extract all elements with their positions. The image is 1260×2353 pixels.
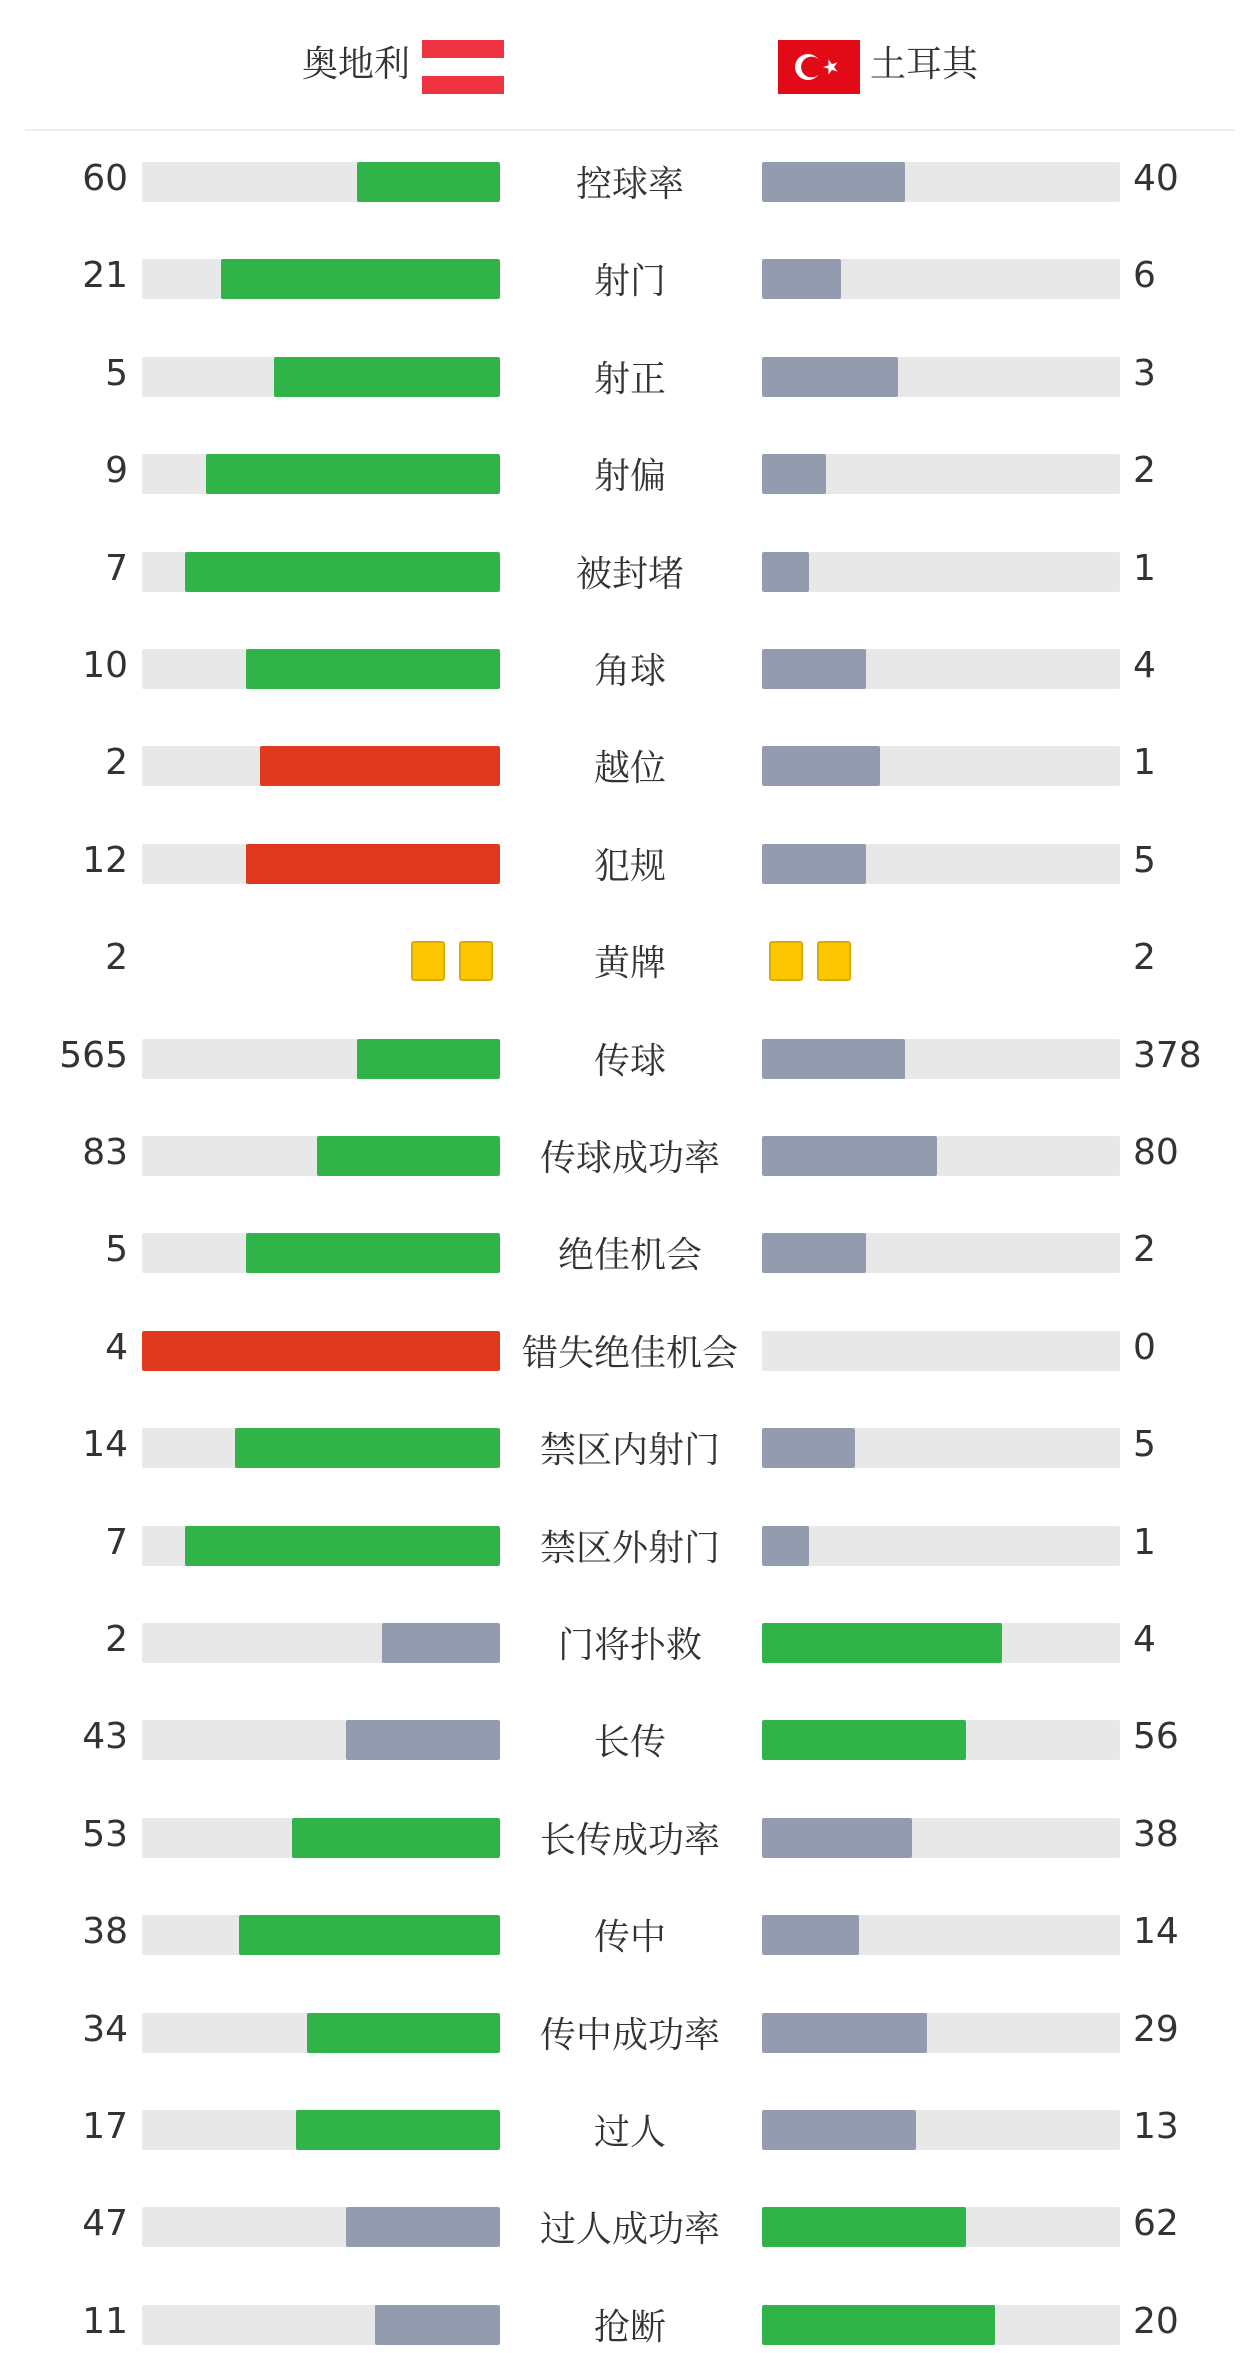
stat-label: 门将扑救 xyxy=(557,1625,702,1666)
stat-label: 射正 xyxy=(593,359,666,400)
stat-bar-left xyxy=(142,1720,500,1760)
stat-right-value: 4 xyxy=(1133,645,1156,686)
stat-bar-left xyxy=(142,844,500,884)
stat-bar-left-fill xyxy=(206,454,500,494)
stat-bar-left-fill xyxy=(346,1720,500,1760)
stat-bar-right-fill xyxy=(762,1233,866,1273)
stat-bar-left xyxy=(142,357,500,397)
stat-bar-left-fill xyxy=(375,2305,500,2345)
stat-bar-right xyxy=(762,844,1120,884)
stat-label: 过人 xyxy=(593,2112,666,2153)
stat-right-value: 2 xyxy=(1133,450,1156,491)
stat-label: 越位 xyxy=(593,748,666,789)
stat-row xyxy=(0,1903,1260,1963)
stat-left-value: 9 xyxy=(105,450,128,491)
stat-left-value: 47 xyxy=(82,2203,128,2244)
stat-row xyxy=(0,1027,1260,1087)
stat-bar-left-fill xyxy=(307,2013,500,2053)
stat-label: 犯规 xyxy=(593,846,666,887)
stat-row xyxy=(0,1806,1260,1866)
stat-bar-right-fill xyxy=(762,1818,912,1858)
stat-bar-left-fill xyxy=(296,2110,500,2150)
stat-bar-left xyxy=(142,2207,500,2247)
stat-bar-right xyxy=(762,2110,1120,2150)
stat-label: 被封堵 xyxy=(575,554,684,595)
stat-bar-right-fill xyxy=(762,259,841,299)
stat-right-value: 29 xyxy=(1133,2009,1179,2050)
stat-row xyxy=(0,1708,1260,1768)
stat-bar-left xyxy=(142,1233,500,1273)
stat-row xyxy=(0,734,1260,794)
stat-bar-right xyxy=(762,746,1120,786)
stat-bar-right-fill xyxy=(762,1915,859,1955)
stat-bar-right xyxy=(762,1331,1120,1371)
stat-bar-left-fill xyxy=(357,162,500,202)
stat-row xyxy=(0,832,1260,892)
team-right-name: 土耳其 xyxy=(870,44,979,85)
stat-label: 长传 xyxy=(593,1722,666,1763)
stat-label: 禁区外射门 xyxy=(539,1528,720,1569)
stat-label: 过人成功率 xyxy=(539,2209,720,2250)
yellow-cards-right xyxy=(762,941,858,981)
stat-left-value: 34 xyxy=(82,2009,128,2050)
stat-bar-left-fill xyxy=(292,1818,500,1858)
stat-row xyxy=(0,2293,1260,2353)
stat-bar-left-fill xyxy=(221,259,500,299)
stat-bar-right-fill xyxy=(762,1428,855,1468)
team-left-name: 奥地利 xyxy=(301,44,410,85)
stat-right-value: 14 xyxy=(1133,1911,1179,1952)
stat-bar-right-fill xyxy=(762,2305,995,2345)
stat-right-value: 1 xyxy=(1133,548,1156,589)
stat-bar-left-fill xyxy=(239,1915,500,1955)
stat-bar-left xyxy=(142,1428,500,1468)
stat-row xyxy=(0,1124,1260,1184)
stat-left-value: 38 xyxy=(82,1911,128,1952)
stat-row xyxy=(0,2195,1260,2255)
stat-label: 错失绝佳机会 xyxy=(521,1333,738,1374)
stat-label: 传球 xyxy=(593,1041,666,1082)
stat-row xyxy=(0,345,1260,405)
stat-left-value: 5 xyxy=(105,353,128,394)
stat-bar-left xyxy=(142,1331,500,1371)
stat-row xyxy=(0,1416,1260,1476)
stat-row xyxy=(0,1221,1260,1281)
stat-right-value: 5 xyxy=(1133,1424,1156,1465)
stat-right-value: 1 xyxy=(1133,1522,1156,1563)
stat-label: 绝佳机会 xyxy=(557,1235,702,1276)
stat-bar-left xyxy=(142,746,500,786)
stat-left-value: 7 xyxy=(105,548,128,589)
stat-bar-left xyxy=(142,1623,500,1663)
stat-left-value: 11 xyxy=(82,2301,128,2342)
yellow-card-icon xyxy=(411,941,445,981)
stat-bar-left-fill xyxy=(382,1623,500,1663)
stat-row xyxy=(0,929,1260,989)
stat-row xyxy=(0,637,1260,697)
stat-label: 抢断 xyxy=(593,2307,666,2348)
stat-right-value: 0 xyxy=(1133,1327,1156,1368)
stat-row xyxy=(0,150,1260,210)
stat-bar-left-fill xyxy=(185,1526,500,1566)
stat-bar-left xyxy=(142,162,500,202)
stat-row xyxy=(0,540,1260,600)
stat-bar-left xyxy=(142,1039,500,1079)
stat-right-value: 5 xyxy=(1133,840,1156,881)
stat-bar-left-fill xyxy=(246,649,500,689)
stat-bar-right-fill xyxy=(762,1623,1002,1663)
stat-bar-right xyxy=(762,1915,1120,1955)
stat-left-value: 43 xyxy=(82,1716,128,1757)
stat-right-value: 2 xyxy=(1133,937,1156,978)
stat-row xyxy=(0,442,1260,502)
stat-bar-left xyxy=(142,1915,500,1955)
stat-label: 角球 xyxy=(593,651,666,692)
yellow-card-icon xyxy=(817,941,851,981)
stat-right-value: 80 xyxy=(1133,1132,1179,1173)
stat-label: 射门 xyxy=(593,261,666,302)
stat-right-value: 6 xyxy=(1133,255,1156,296)
stat-bar-left-fill xyxy=(317,1136,500,1176)
stat-left-value: 17 xyxy=(82,2106,128,2147)
stat-bar-right-fill xyxy=(762,552,809,592)
stat-bar-right xyxy=(762,454,1120,494)
stat-right-value: 378 xyxy=(1133,1035,1202,1076)
stat-row xyxy=(0,1514,1260,1574)
stat-bar-right-fill xyxy=(762,2110,916,2150)
stat-left-value: 4 xyxy=(105,1327,128,1368)
stat-right-value: 4 xyxy=(1133,1619,1156,1660)
yellow-card-icon xyxy=(769,941,803,981)
stat-row xyxy=(0,1611,1260,1671)
stat-bar-right xyxy=(762,162,1120,202)
stat-row xyxy=(0,2001,1260,2061)
stat-bar-right-fill xyxy=(762,2013,927,2053)
stat-bar-right-fill xyxy=(762,1039,905,1079)
stat-bar-right-fill xyxy=(762,454,826,494)
stat-left-value: 60 xyxy=(82,158,128,199)
stat-right-value: 56 xyxy=(1133,1716,1179,1757)
stat-right-value: 3 xyxy=(1133,353,1156,394)
stat-bar-right xyxy=(762,649,1120,689)
stat-bar-right xyxy=(762,2207,1120,2247)
yellow-card-icon xyxy=(459,941,493,981)
stat-row xyxy=(0,2098,1260,2158)
stat-bar-right-fill xyxy=(762,746,880,786)
yellow-cards-left xyxy=(404,941,500,981)
stat-bar-left-fill xyxy=(357,1039,500,1079)
stat-left-value: 12 xyxy=(82,840,128,881)
stat-bar-right xyxy=(762,1233,1120,1273)
stat-left-value: 14 xyxy=(82,1424,128,1465)
stat-left-value: 10 xyxy=(82,645,128,686)
stat-bar-right xyxy=(762,357,1120,397)
stat-right-value: 40 xyxy=(1133,158,1179,199)
stat-right-value: 13 xyxy=(1133,2106,1179,2147)
stat-label: 禁区内射门 xyxy=(539,1430,720,1471)
stat-label: 传中 xyxy=(593,1917,666,1958)
stat-bar-left xyxy=(142,454,500,494)
stat-left-value: 2 xyxy=(105,742,128,783)
stat-left-value: 21 xyxy=(82,255,128,296)
stat-right-value: 1 xyxy=(1133,742,1156,783)
stat-bar-left xyxy=(142,259,500,299)
stat-bar-right xyxy=(762,259,1120,299)
stat-bar-right xyxy=(762,1623,1120,1663)
stat-left-value: 2 xyxy=(105,937,128,978)
stat-bar-right xyxy=(762,552,1120,592)
stat-left-value: 2 xyxy=(105,1619,128,1660)
stat-bar-left-fill xyxy=(235,1428,500,1468)
stat-left-value: 565 xyxy=(59,1035,128,1076)
stat-bar-right-fill xyxy=(762,162,905,202)
stat-bar-left xyxy=(142,1818,500,1858)
stat-right-value: 20 xyxy=(1133,2301,1179,2342)
stat-bar-right-fill xyxy=(762,357,898,397)
stat-bar-left-fill xyxy=(346,2207,500,2247)
stat-left-value: 83 xyxy=(82,1132,128,1173)
stat-label: 传中成功率 xyxy=(539,2015,720,2056)
stat-bar-right xyxy=(762,1720,1120,1760)
stat-bar-left xyxy=(142,2110,500,2150)
stat-bar-right-fill xyxy=(762,2207,966,2247)
stat-bar-right-fill xyxy=(762,844,866,884)
stat-right-value: 62 xyxy=(1133,2203,1179,2244)
stat-bar-left-fill xyxy=(260,746,500,786)
stat-right-value: 2 xyxy=(1133,1229,1156,1270)
stat-bar-right xyxy=(762,2305,1120,2345)
stat-bar-right-fill xyxy=(762,1526,809,1566)
stat-row xyxy=(0,247,1260,307)
stat-label: 传球成功率 xyxy=(539,1138,720,1179)
stat-bar-left-fill xyxy=(142,1331,500,1371)
stat-bar-left-fill xyxy=(246,1233,500,1273)
stat-bar-left-fill xyxy=(274,357,500,397)
stat-left-value: 7 xyxy=(105,1522,128,1563)
stat-bar-right xyxy=(762,1818,1120,1858)
stat-bar-left xyxy=(142,2013,500,2053)
stat-row xyxy=(0,1319,1260,1379)
stat-bar-left xyxy=(142,2305,500,2345)
stat-bar-left-fill xyxy=(246,844,500,884)
stat-left-value: 5 xyxy=(105,1229,128,1270)
stat-bar-left xyxy=(142,552,500,592)
stat-label: 黄牌 xyxy=(593,943,666,984)
stat-label: 控球率 xyxy=(575,164,684,205)
stat-bar-right xyxy=(762,1428,1120,1468)
stat-left-value: 53 xyxy=(82,1814,128,1855)
stat-bar-right-fill xyxy=(762,649,866,689)
stat-bar-right-fill xyxy=(762,1136,937,1176)
stat-bar-right xyxy=(762,1136,1120,1176)
stat-bar-left xyxy=(142,1136,500,1176)
stat-bar-right xyxy=(762,1039,1120,1079)
stat-right-value: 38 xyxy=(1133,1814,1179,1855)
stat-bar-left xyxy=(142,1526,500,1566)
stat-bar-left-fill xyxy=(185,552,500,592)
stat-label: 射偏 xyxy=(593,456,666,497)
stat-bar-right-fill xyxy=(762,1720,966,1760)
stat-bar-left xyxy=(142,649,500,689)
stat-bar-right xyxy=(762,2013,1120,2053)
stat-bar-right xyxy=(762,1526,1120,1566)
stat-label: 长传成功率 xyxy=(539,1820,720,1861)
